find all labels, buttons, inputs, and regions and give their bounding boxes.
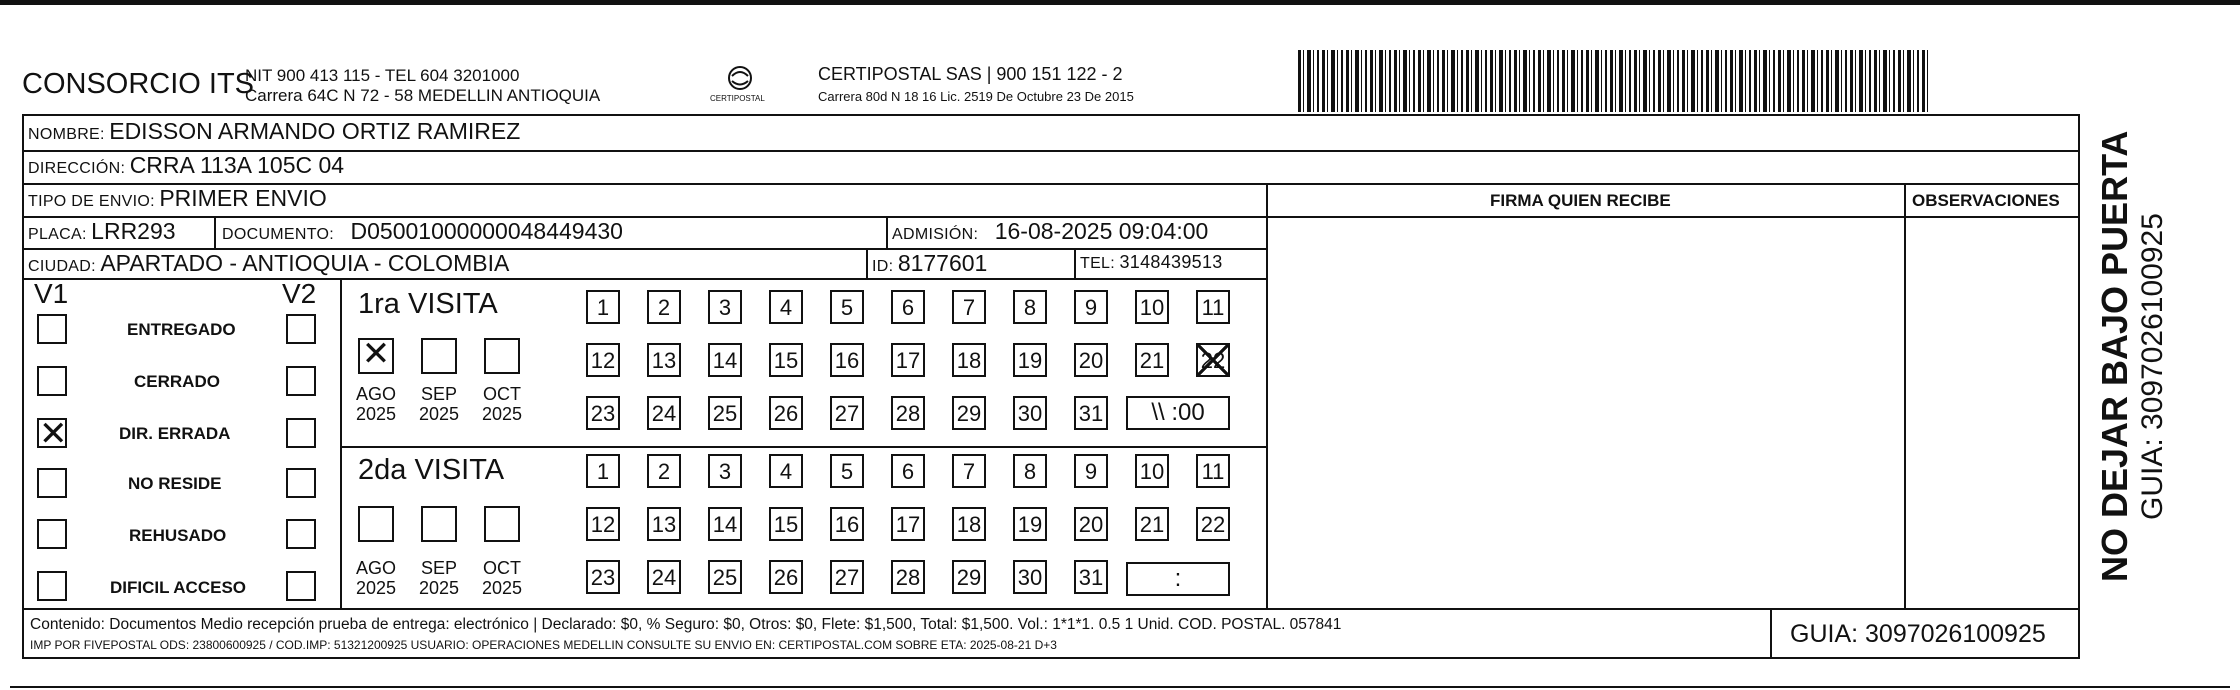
first-visit-day-3[interactable]: 3: [708, 290, 742, 324]
first-visit-day-6[interactable]: 6: [891, 290, 925, 324]
v2-checkbox-dir-errada[interactable]: [286, 418, 316, 448]
v2-checkbox-rehusado[interactable]: [286, 519, 316, 549]
admision-cell: [892, 218, 1208, 245]
tipo-envio-label: TIPO DE ENVIO:: [28, 193, 155, 210]
imp-text: IMP POR FIVEPOSTAL ODS: 23800600925 / COD.IMP: 51321200925 USUARIO: OPERACIONES MEDELLIN CONSULTE SU ENVIO EN: CERTIPOSTAL.COM SOBRE ETA: 2025-08-21 D+3: [30, 638, 1057, 652]
second-visit-day-31[interactable]: 31: [1074, 560, 1108, 594]
bottom-border: [10, 686, 2230, 688]
id-cell: [872, 250, 987, 277]
first-visit-day-9[interactable]: 9: [1074, 290, 1108, 324]
second-visit-day-11[interactable]: 11: [1196, 454, 1230, 488]
firma-header: FIRMA QUIEN RECIBE: [1490, 191, 1671, 210]
first-visit-day-27[interactable]: 27: [830, 396, 864, 430]
first-visit-day-5[interactable]: 5: [830, 290, 864, 324]
top-border: [0, 0, 2240, 5]
first-visit-day-15[interactable]: 15: [769, 343, 803, 377]
direccion-value: CRRA 113A 105C 04: [129, 152, 345, 178]
second-visit-day-2[interactable]: 2: [647, 454, 681, 488]
placa-cell: [28, 218, 176, 245]
certipostal-logo: [710, 62, 770, 110]
second-visit-time-box[interactable]: :: [1126, 562, 1230, 596]
second-visit-day-20[interactable]: 20: [1074, 507, 1108, 541]
status-cerrado: CERRADO: [134, 372, 220, 391]
direccion-label: DIRECCIÓN:: [28, 160, 126, 177]
first-visit-day-22[interactable]: 22: [1196, 343, 1230, 377]
ciudad-cell: [28, 250, 509, 277]
id-label: ID:: [872, 258, 894, 275]
tel-label: TEL:: [1080, 255, 1115, 272]
status-no-reside: NO RESIDE: [128, 474, 222, 493]
first-visit-day-20[interactable]: 20: [1074, 343, 1108, 377]
status-rehusado: REHUSADO: [129, 526, 227, 545]
v2-checkbox-no-reside[interactable]: [286, 468, 316, 498]
second-visit-day-4[interactable]: 4: [769, 454, 803, 488]
company-address: Carrera 64C N 72 - 58 MEDELLIN ANTIOQUIA: [245, 86, 601, 105]
second-visit-day-30[interactable]: 30: [1013, 560, 1047, 594]
side-guia: GUIA: 3097026100925: [2136, 213, 2169, 520]
first-visit-month-sep: SEP 2025: [418, 384, 460, 424]
first-visit-day-11[interactable]: 11: [1196, 290, 1230, 324]
second-visit-day-3[interactable]: 3: [708, 454, 742, 488]
first-visit-day-26[interactable]: 26: [769, 396, 803, 430]
first-visit-day-10[interactable]: 10: [1135, 290, 1169, 324]
carrier-license: Carrera 80d N 18 16 Lic. 2519 De Octubre 23 De 2015: [818, 89, 1134, 104]
v1-checkbox-cerrado[interactable]: [37, 366, 67, 396]
first-visit-month-oct: OCT 2025: [481, 384, 523, 424]
first-visit-month-ago: AGO 2025: [355, 384, 397, 424]
nombre-row: [28, 118, 520, 145]
second-visit-month-ago-box[interactable]: [358, 506, 394, 542]
placa-value: LRR293: [91, 218, 176, 244]
first-visit-day-14[interactable]: 14: [708, 343, 742, 377]
direccion-row: [28, 152, 344, 179]
admision-value: 16-08-2025 09:04:00: [994, 218, 1209, 244]
first-visit-day-17[interactable]: 17: [891, 343, 925, 377]
logo-text: CERTIPOSTAL: [710, 94, 765, 103]
v1-checkbox-dir-errada[interactable]: ✕: [39, 414, 68, 454]
v2-checkbox-dificil-acceso[interactable]: [286, 571, 316, 601]
second-visit-day-15[interactable]: 15: [769, 507, 803, 541]
second-visit-month-sep-box[interactable]: [421, 506, 457, 542]
second-visit-month-oct: OCT 2025: [481, 558, 523, 598]
first-visit-month-oct-box[interactable]: [484, 338, 520, 374]
company-name: CONSORCIO ITS: [22, 68, 255, 100]
second-visit-day-13[interactable]: 13: [647, 507, 681, 541]
first-visit-day-23[interactable]: 23: [586, 396, 620, 430]
v1-checkbox-rehusado[interactable]: [37, 519, 67, 549]
second-visit-day-1[interactable]: 1: [586, 454, 620, 488]
nombre-label: NOMBRE:: [28, 126, 105, 143]
tel-cell: [1080, 252, 1223, 273]
documento-value: D05001000000048449430: [350, 218, 623, 244]
first-visit-day-1[interactable]: 1: [586, 290, 620, 324]
second-visit-day-18[interactable]: 18: [952, 507, 986, 541]
placa-label: PLACA:: [28, 226, 87, 243]
first-visit-day-25[interactable]: 25: [708, 396, 742, 430]
first-visit-day-19[interactable]: 19: [1013, 343, 1047, 377]
first-visit-day-12[interactable]: 12: [586, 343, 620, 377]
v1-header: V1: [34, 278, 69, 309]
first-visit-day-8[interactable]: 8: [1013, 290, 1047, 324]
second-visit-month-sep: SEP 2025: [418, 558, 460, 598]
tipo-envio-value: PRIMER ENVIO: [159, 185, 327, 211]
v1-checkbox-entregado[interactable]: [37, 314, 67, 344]
status-dificil-acceso: DIFICIL ACCESO: [110, 578, 247, 597]
status-dir-errada: DIR. ERRADA: [119, 424, 231, 443]
v2-header: V2: [282, 278, 317, 309]
status-entregado: ENTREGADO: [127, 320, 236, 339]
tipo-envio-row: [28, 185, 327, 212]
first-visit-day-28[interactable]: 28: [891, 396, 925, 430]
company-nit: NIT 900 413 115 - TEL 604 3201000: [245, 66, 520, 85]
second-visit-day-17[interactable]: 17: [891, 507, 925, 541]
second-visit-day-16[interactable]: 16: [830, 507, 864, 541]
contenido-text: Contenido: Documentos Medio recepción prueba de entrega: electrónico | Declarado: $0, % Seguro: $0, Otros: $0, Flete: $1,500, Total: $1,500. Vol.: 1*1*1. 0.5 1 Unid. COD. POSTAL. 057841: [30, 616, 1342, 633]
second-visit-day-9[interactable]: 9: [1074, 454, 1108, 488]
v2-checkbox-entregado[interactable]: [286, 314, 316, 344]
second-visit-day-25[interactable]: 25: [708, 560, 742, 594]
no-dejar-bajo-puerta: NO DEJAR BAJO PUERTA: [2094, 130, 2135, 582]
barcode: [1298, 50, 1930, 112]
second-visit-day-22[interactable]: 22: [1196, 507, 1230, 541]
second-visit-day-28[interactable]: 28: [891, 560, 925, 594]
second-visit-day-26[interactable]: 26: [769, 560, 803, 594]
ciudad-label: CIUDAD:: [28, 258, 96, 275]
id-value: 8177601: [897, 250, 988, 276]
first-visit-day-16[interactable]: 16: [830, 343, 864, 377]
first-visit-day-30[interactable]: 30: [1013, 396, 1047, 430]
observaciones-header: OBSERVACIONES: [1912, 191, 2060, 210]
first-visit-day-21[interactable]: 21: [1135, 343, 1169, 377]
v1-checkbox-no-reside[interactable]: [37, 468, 67, 498]
documento-cell: [222, 218, 623, 245]
nombre-value: EDISSON ARMANDO ORTIZ RAMIREZ: [109, 118, 521, 144]
second-visit-day-14[interactable]: 14: [708, 507, 742, 541]
documento-label: DOCUMENTO:: [222, 226, 335, 243]
second-visit-day-29[interactable]: 29: [952, 560, 986, 594]
second-visit-day-10[interactable]: 10: [1135, 454, 1169, 488]
second-visit-title: 2da VISITA: [358, 454, 505, 486]
delivery-form: [22, 114, 2080, 659]
second-visit-day-8[interactable]: 8: [1013, 454, 1047, 488]
second-visit-day-19[interactable]: 19: [1013, 507, 1047, 541]
first-visit-day-18[interactable]: 18: [952, 343, 986, 377]
second-visit-day-23[interactable]: 23: [586, 560, 620, 594]
first-visit-time-box[interactable]: \\ :00: [1126, 396, 1230, 430]
second-visit-day-7[interactable]: 7: [952, 454, 986, 488]
first-visit-day-31[interactable]: 31: [1074, 396, 1108, 430]
ciudad-value: APARTADO - ANTIOQUIA - COLOMBIA: [100, 250, 510, 276]
carrier-name: CERTIPOSTAL SAS | 900 151 122 - 2: [818, 64, 1123, 84]
second-visit-day-24[interactable]: 24: [647, 560, 681, 594]
second-visit-month-oct-box[interactable]: [484, 506, 520, 542]
first-visit-day-13[interactable]: 13: [647, 343, 681, 377]
first-visit-day-2[interactable]: 2: [647, 290, 681, 324]
second-visit-day-5[interactable]: 5: [830, 454, 864, 488]
first-visit-month-ago-box[interactable]: ✕: [358, 338, 394, 374]
v2-checkbox-cerrado[interactable]: [286, 366, 316, 396]
second-visit-month-ago: AGO 2025: [355, 558, 397, 598]
tel-value: 3148439513: [1119, 252, 1223, 272]
second-visit-day-12[interactable]: 12: [586, 507, 620, 541]
first-visit-title: 1ra VISITA: [358, 288, 498, 320]
v1-checkbox-dificil-acceso[interactable]: [37, 571, 67, 601]
second-visit-day-21[interactable]: 21: [1135, 507, 1169, 541]
first-visit-day-29[interactable]: 29: [952, 396, 986, 430]
first-visit-day-4[interactable]: 4: [769, 290, 803, 324]
first-visit-day-7[interactable]: 7: [952, 290, 986, 324]
second-visit-day-27[interactable]: 27: [830, 560, 864, 594]
first-visit-day-24[interactable]: 24: [647, 396, 681, 430]
first-visit-month-sep-box[interactable]: [421, 338, 457, 374]
footer-guia: GUIA: 3097026100925: [1790, 620, 2046, 648]
admision-label: ADMISIÓN:: [892, 226, 979, 243]
second-visit-day-6[interactable]: 6: [891, 454, 925, 488]
